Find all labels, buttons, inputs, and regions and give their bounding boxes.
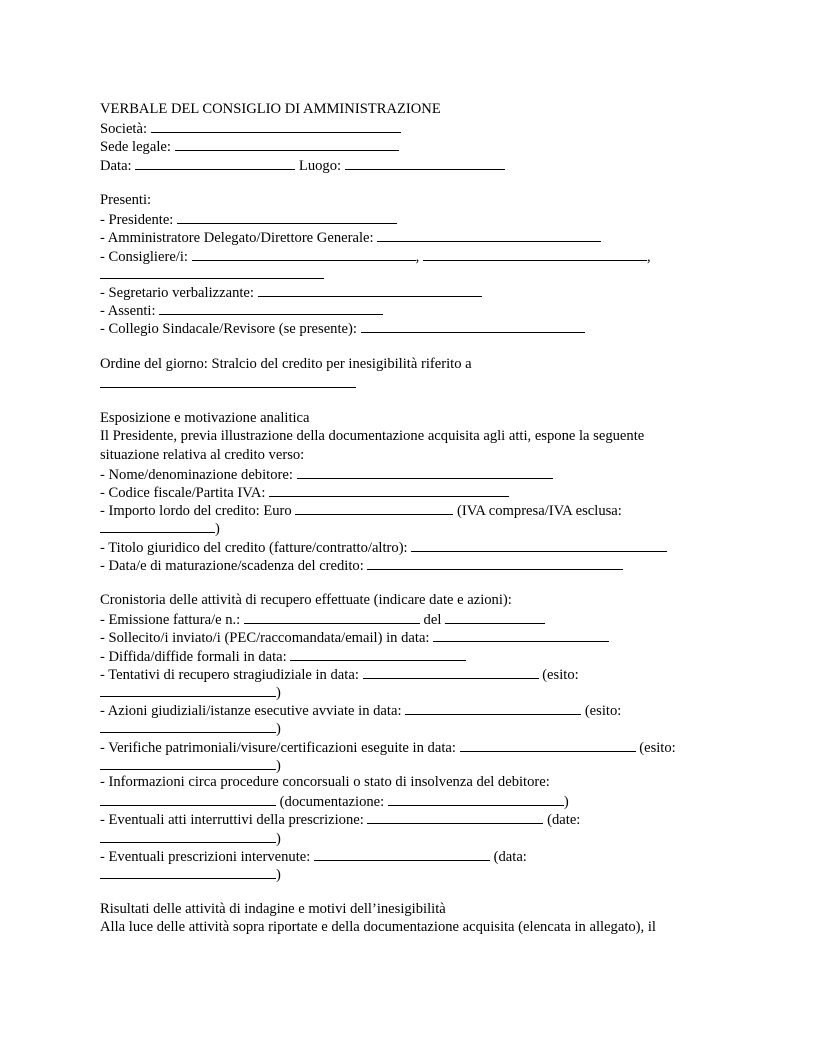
registered-office-line: Sede legale: (100, 136, 720, 154)
insolvency-info-continuation: (documentazione: ) (100, 791, 720, 809)
interruptive-acts-field[interactable] (367, 809, 543, 824)
prescriptions-line: - Eventuali prescrizioni intervenute: (data: (100, 846, 720, 864)
legal-actions-line: - Azioni giudiziali/istanze esecutive avviate in data: (esito: (100, 700, 720, 718)
debtor-name-line: - Nome/denominazione debitore: (100, 464, 720, 482)
tax-code-line: - Codice fiscale/Partita IVA: (100, 482, 720, 500)
document-body (100, 100, 720, 937)
prescriptions-continuation: ) (100, 864, 720, 882)
secretary-field[interactable] (258, 282, 482, 297)
absent-field[interactable] (159, 300, 383, 315)
insolvency-info-line: - Informazioni circa procedure concorsuali o stato di insolvenza del debitore: (100, 773, 550, 790)
formal-notice-date-field[interactable] (290, 646, 466, 661)
out-of-court-outcome-field[interactable] (100, 682, 276, 697)
recovery-history-heading: Cronistoria delle attività di recupero effettuate (indicare date e azioni): (100, 592, 512, 609)
board-members-line: - Consigliere/i: , , (100, 246, 720, 264)
vat-continuation: ) (100, 518, 720, 536)
board-member-field-2[interactable] (423, 246, 647, 261)
secretary-line: - Segretario verbalizzante: (100, 282, 720, 300)
document-title: VERBALE DEL CONSIGLIO DI AMMINISTRAZIONE (100, 101, 441, 117)
asset-checks-line: - Verifiche patrimoniali/visure/certificazioni eseguite in data: (esito: (100, 737, 720, 755)
invoice-date-field[interactable] (445, 609, 545, 624)
reminder-line: - Sollecito/i inviato/i (PEC/raccomandata/email) in data: (100, 627, 720, 645)
interruptive-acts-line: - Eventuali atti interruttivi della prescrizione: (date: (100, 809, 720, 827)
legal-actions-continuation: ) (100, 718, 720, 736)
board-member-field-1[interactable] (192, 246, 416, 261)
place-field[interactable] (345, 155, 505, 170)
prescriptions-field[interactable] (314, 846, 490, 861)
results-heading: Risultati delle attività di indagine e motivi dell’inesigibilità (100, 901, 446, 918)
insolvency-info-field[interactable] (100, 791, 276, 806)
agenda-field[interactable] (100, 373, 356, 388)
managing-director-field[interactable] (377, 227, 601, 242)
exposition-intro-2: situazione relativa al credito verso: (100, 446, 305, 463)
exposition-intro-1: Il Presidente, previa illustrazione della documentazione acquisita agli atti, espone la seguente (100, 428, 645, 445)
registered-office-field[interactable] (175, 136, 399, 151)
asset-checks-continuation: ) (100, 755, 720, 773)
out-of-court-continuation: ) (100, 682, 720, 700)
gross-amount-line: - Importo lordo del credito: Euro (IVA compresa/IVA esclusa: (100, 500, 720, 518)
legal-title-line: - Titolo giuridico del credito (fatture/contratto/altro): (100, 537, 720, 555)
president-line: - Presidente: (100, 209, 720, 227)
spacer (100, 573, 720, 591)
interruptive-acts-continuation: ) (100, 828, 720, 846)
legal-actions-outcome-field[interactable] (100, 718, 276, 733)
formal-notice-line: - Diffida/diffide formali in data: (100, 646, 720, 664)
asset-checks-outcome-field[interactable] (100, 755, 276, 770)
attendees-heading: Presenti: (100, 191, 152, 208)
managing-director-line: - Amministratore Delegato/Direttore Generale: (100, 227, 720, 245)
board-members-continuation (100, 264, 720, 282)
out-of-court-line: - Tentativi di recupero stragiudiziale in data: (esito: (100, 664, 720, 682)
spacer (100, 882, 720, 900)
absent-line: - Assenti: (100, 300, 720, 318)
debtor-name-field[interactable] (297, 464, 553, 479)
maturity-date-line: - Data/e di maturazione/scadenza del credito: (100, 555, 720, 573)
spacer (100, 173, 720, 191)
agenda-continuation (100, 373, 720, 391)
date-place-line: Data: Luogo: (100, 155, 720, 173)
maturity-date-field[interactable] (367, 555, 623, 570)
reminder-date-field[interactable] (433, 627, 609, 642)
spacer (100, 391, 720, 409)
vat-field[interactable] (100, 518, 215, 533)
invoice-line: - Emissione fattura/e n.: del (100, 609, 720, 627)
company-field[interactable] (151, 118, 401, 133)
asset-checks-date-field[interactable] (460, 737, 636, 752)
company-line: Società: (100, 118, 720, 136)
exposition-heading: Esposizione e motivazione analitica (100, 410, 310, 427)
date-field[interactable] (135, 155, 295, 170)
tax-code-field[interactable] (269, 482, 509, 497)
legal-title-field[interactable] (411, 537, 667, 552)
out-of-court-date-field[interactable] (363, 664, 539, 679)
spacer (100, 336, 720, 354)
board-member-field-3[interactable] (100, 264, 324, 279)
invoice-number-field[interactable] (244, 609, 420, 624)
insolvency-documentation-field[interactable] (388, 791, 564, 806)
prescriptions-date-field[interactable] (100, 864, 276, 879)
interruptive-acts-date-field[interactable] (100, 828, 276, 843)
results-text: Alla luce delle attività sopra riportate e della documentazione acquisita (elencata in allegato), il (100, 919, 656, 936)
gross-amount-field[interactable] (295, 500, 453, 515)
agenda-line: Ordine del giorno: Stralcio del credito per inesigibilità riferito a (100, 355, 472, 372)
auditors-line: - Collegio Sindacale/Revisore (se presente): (100, 318, 720, 336)
president-field[interactable] (177, 209, 397, 224)
auditors-field[interactable] (361, 318, 585, 333)
legal-actions-date-field[interactable] (405, 700, 581, 715)
